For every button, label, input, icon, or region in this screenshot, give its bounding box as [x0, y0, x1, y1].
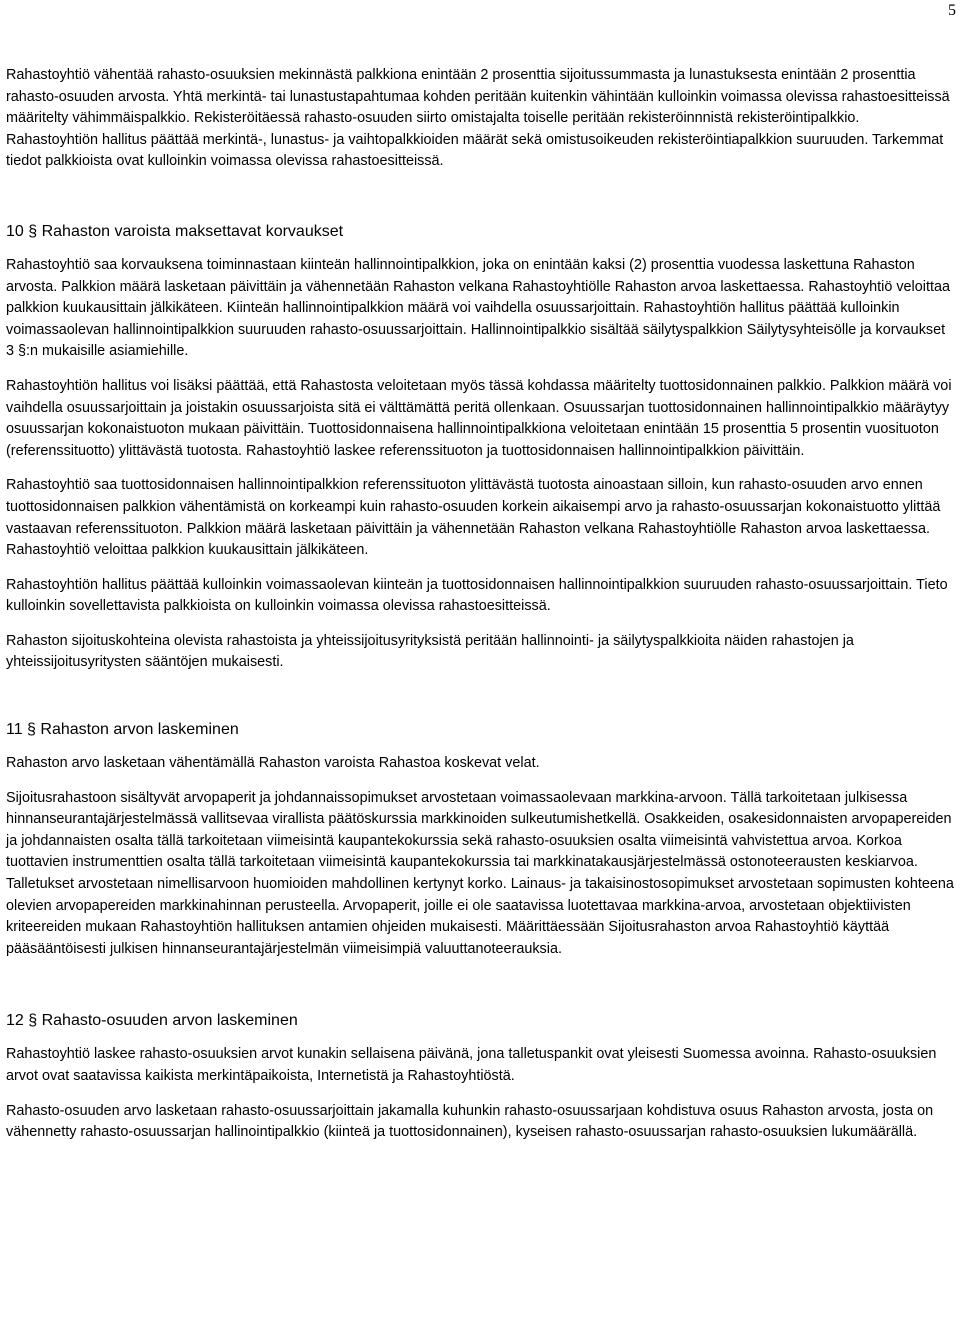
section-heading: 12 § Rahasto-osuuden arvon laskeminen	[6, 1012, 298, 1030]
section-paragraph: Rahastoyhtiö saa korvauksena toiminnastaan kiinteän hallinnointipalkkion, joka on enintään kaksi (2) prosenttia vuodessa laskettuna Rahaston arvosta. Palkkion määrä lasketaan päivittäin ja vähennetään Rahaston velkana Rahastoyhtiölle Rahaston arvoa laskettaessa. Rahastoyhtiö veloittaa palkkion kuukausittain jälkikäteen. Kiinteän hallinnointipalkkion määrä voi vaihdella osuussarjoittain. Rahastoyhtiön hallitus päättää kulloinkin voimassaolevan hallinnointipalkkion suuruuden rahasto-osuussarjoittain. Hallinnointipalkkio sisältää säilytyspalkkion Säilytysyhteisölle ja korvaukset 3 §:n mukaisille asiamiehille.	[6, 256, 950, 360]
section-12	[6, 1010, 954, 1143]
section-paragraph: Rahaston arvo lasketaan vähentämällä Rahaston varoista Rahastoa koskevat velat.	[6, 755, 540, 772]
intro-paragraph: Rahastoyhtiö vähentää rahasto-osuuksien mekinnästä palkkiona enintään 2 prosenttia sijoitussummasta ja lunastuksesta enintään 2 prosenttia rahasto-osuuden arvosta. Yhtä merkintä- tai lunastustapahtumaa kohden peritään kuitenkin vähintään kulloinkin voimassa olevissa rahastoesitteissä määritelty vähimmäispalkkio. Rekisteröitäessä rahasto-osuuden siirto omistajalta toiselle peritään rekisteröinnnistä rekisteröintipalkkio. Rahastoyhtiön hallitus päättää merkintä-, lunastus- ja vaihtopalkkioiden määrät sekä omistusoikeuden rekisteröintiapalkkion suuruuden. Tarkemmat tiedot palkkioista ovat kulloinkin voimassa olevissa rahastoesitteissä.	[6, 67, 950, 170]
section-11	[6, 719, 954, 960]
document-body	[6, 65, 954, 1144]
section-paragraph: Sijoitusrahastoon sisältyvät arvopaperit ja johdannaissopimukset arvostetaan voimassaolevaan markkina-arvoon. Tällä tarkoitetaan julkisessa hinnanseurantajärjestelmässä vallitsevaa virallista päätöskurssia markkinoiden sulkeutumishetkellä. Osakkeiden, osakesidonnaisten arvopapereiden ja johdannaisten osalta tällä tarkoitetaan viimeisintä kaupantekokurssia sekä rahasto-osuuksien osalta viimeisintä vahvistettua arvoa. Korkoa tuottavien instrumenttien osalta tällä tarkoitetaan viimeisintä kaupantekokurssia tai markkinatakausjärjestelmässä ostonoteerausten keskiarvoa. Talletukset arvostetaan nimellisarvoon huomioiden mahdollinen kertynyt korko. Lainaus- ja takaisinostosopimukset arvostetaan sopimusten kohteena olevien arvopapereiden markkinahinnan perusteella. Arvopaperit, joille ei ole saatavissa luotettavaa markkina-arvoa, arvostetaan objektiivisten kriteereiden mukaan Rahastoyhtiön hallituksen antamien ohjeiden mukaisesti. Määrittäessään Sijoitusrahaston arvoa Rahastoyhtiö käyttää pääsääntöisesti julkisen hinnanseurantajärjestelmän viimeisimpiä valuuttanoteerauksia.	[6, 789, 954, 957]
section-paragraph: Rahastoyhtiön hallitus päättää kulloinkin voimassaolevan kiinteän ja tuottosidonnaisen hallinnointipalkkion suuruuden rahasto-osuussarjoittain. Tieto kulloinkin sovellettavista palkkioista on kulloinkin voimassa olevissa rahastoesitteissä.	[6, 576, 948, 615]
section-heading: 10 § Rahaston varoista maksettavat korvaukset	[6, 222, 344, 240]
section-paragraph: Rahastoyhtiön hallitus voi lisäksi päättää, että Rahastosta veloitetaan myös tässä kohdassa määritelty tuottosidonnainen palkkio. Palkkion määrä voi vaihdella osuussarjoittain ja joistakin osuussarjoista sitä ei välttämättä peritä ollenkaan. Osuussarjan tuottosidonnainen hallinnointipalkkio määräytyy osuussarjan kokonaistuoton mukaan päivittäin. Tuottosidonnaisena hallinnointipalkkiona veloitetaan enintään 15 prosenttia 5 prosentin vuosituoton (referenssituotto) ylittävästä tuotosta. Rahastoyhtiö laskee referenssituoton ja tuottosidonnaisen hallinnointipalkkion päivittäin.	[6, 377, 952, 459]
section-paragraph: Rahastoyhtiö saa tuottosidonnaisen hallinnointipalkkion referenssituoton ylittävästä tuotosta ainoastaan silloin, kun rahasto-osuuden arvo ennen tuottosidonnaisen palkkion vähentämistä on korkeampi kuin rahasto-osuuden korkein aikaisempi arvo ja rahasto-osuussarjan kokonaistuotto ylittää vastaavan referenssituoton. Palkkion määrä lasketaan päivittäin ja vähennetään Rahaston velkana Rahastoyhtiölle Rahaston arvoa laskettaessa. Rahastoyhtiö veloittaa palkkion kuukausittain jälkikäteen.	[6, 477, 941, 559]
section-paragraph: Rahastoyhtiö laskee rahasto-osuuksien arvot kunakin sellaisena päivänä, jona talletuspankit ovat yleisesti Suomessa avoinna. Rahasto-osuuksien arvot ovat saatavissa kaikista merkintäpaikoista, Internetistä ja Rahastoyhtiöstä.	[6, 1046, 937, 1084]
section-10	[6, 221, 954, 674]
section-heading: 11 § Rahaston arvon laskeminen	[6, 721, 239, 739]
section-paragraph: Rahasto-osuuden arvo lasketaan rahasto-osuussarjoittain jakamalla kuhunkin rahasto-osuussarjaan kohdistuva osuus Rahaston arvosta, josta on vähennetty rahasto-osuussarjan hallinointipalkkio (kiinteä ja tuottosidonnainen), kyseisen rahasto-osuussarjan rahasto-osuuksien lukumäärällä.	[6, 1102, 934, 1141]
section-paragraph: Rahaston sijoituskohteina olevista rahastoista ja yhteissijoitusyrityksistä peritään hallinnointi- ja säilytyspalkkioita näiden rahastojen ja yhteissijoitusyritysten sääntöjen mukaisesti.	[6, 632, 854, 671]
page-number: 5	[948, 2, 956, 19]
